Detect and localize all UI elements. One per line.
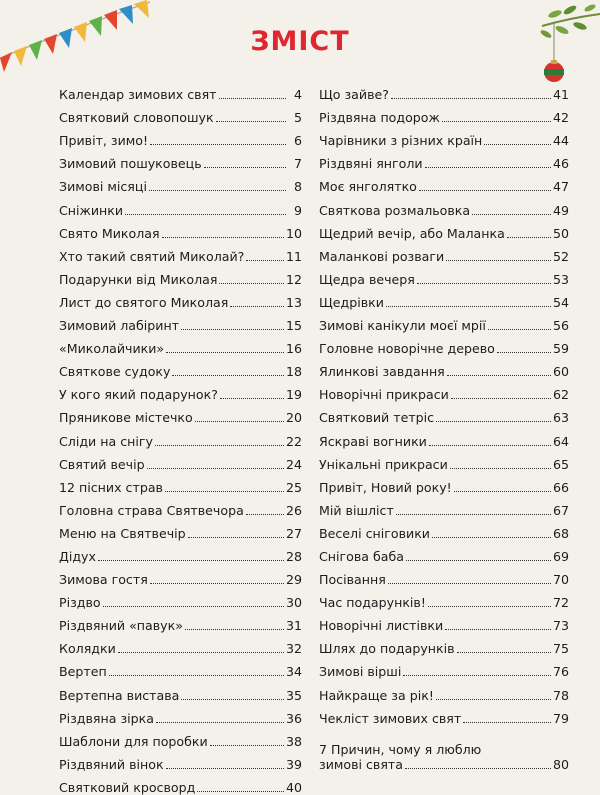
toc-entry — [319, 726, 569, 772]
toc-entry-title: Пряникове містечко — [59, 410, 193, 426]
toc-entry-page: 16 — [285, 341, 302, 357]
toc-entry-title: Різдвяний «павук» — [59, 618, 183, 634]
toc-entry-title: Моє янголятко — [319, 179, 417, 195]
toc-entry — [319, 102, 569, 125]
toc-entry-page: 59 — [552, 341, 569, 357]
toc-entry — [59, 656, 302, 679]
toc-entry — [319, 703, 569, 726]
dot-leader — [165, 490, 284, 492]
dot-leader — [98, 559, 284, 561]
toc-entry-page: 8 — [293, 179, 302, 195]
toc-entry-title: Привіт, зимо! — [59, 133, 149, 149]
toc-entry-page: 72 — [552, 595, 569, 611]
toc-entry — [319, 148, 569, 171]
toc-entry-page: 27 — [285, 525, 302, 541]
toc-entry — [319, 610, 569, 633]
toc-entry-title: Новорічні листівки — [319, 618, 444, 634]
toc-entry-title: Головна страва Святвечора — [59, 502, 244, 518]
toc-entry — [319, 495, 569, 518]
dot-leader — [419, 189, 551, 191]
dot-leader — [156, 721, 284, 723]
toc-entry — [319, 356, 569, 379]
toc-entry-page: 26 — [285, 502, 302, 518]
toc-entry — [59, 749, 302, 772]
toc-entry-page: 19 — [285, 387, 302, 403]
toc-entry-page: 20 — [285, 410, 302, 426]
toc-entry — [59, 125, 302, 148]
dot-leader — [155, 444, 284, 446]
toc-entry — [59, 264, 302, 287]
toc-entry — [59, 587, 302, 610]
dot-leader — [497, 351, 551, 353]
dot-leader — [428, 605, 551, 607]
dot-leader — [507, 236, 551, 238]
toc-entry — [319, 241, 569, 264]
toc-entry-page: 54 — [552, 294, 569, 310]
toc-entry-page: 7 — [293, 156, 302, 172]
toc-right-column — [319, 79, 569, 772]
toc-entry-title: 12 пісних страв — [59, 479, 163, 495]
toc-entry-page: 44 — [552, 133, 569, 149]
dot-leader — [118, 651, 284, 653]
toc-entry-title: Мій вішліст — [319, 502, 394, 518]
toc-entry-title: Подарунки від Миколая — [59, 271, 218, 287]
toc-entry-title: Яскраві вогники — [319, 433, 427, 449]
toc-entry-title: Зимові місяці — [59, 179, 147, 195]
toc-entry-page: 10 — [285, 225, 302, 241]
dot-leader — [436, 698, 551, 700]
toc-entry-title: Привіт, Новий року! — [319, 479, 452, 495]
toc-entry-title: У кого який подарунок? — [59, 387, 218, 403]
toc-entry-title: Шлях до подарунків — [319, 641, 455, 657]
toc-entry — [59, 148, 302, 171]
dot-leader — [172, 374, 284, 376]
toc-entry-title: Посівання — [319, 572, 386, 588]
toc-entry-title: Зимовий пошуковець — [59, 156, 202, 172]
dot-leader — [484, 143, 551, 145]
toc-entry-title: Зимова гостя — [59, 572, 148, 588]
toc-entry — [319, 541, 569, 564]
toc-entry-page: 25 — [285, 479, 302, 495]
toc-entry-title: Вертепна вистава — [59, 687, 180, 703]
toc-entry-title: Різдвяна зірка — [59, 710, 154, 726]
toc-entry — [59, 610, 302, 633]
toc-entry-page: 38 — [285, 733, 302, 749]
toc-entry — [319, 449, 569, 472]
toc-entry-page: 4 — [293, 87, 302, 103]
toc-entry-page: 68 — [552, 525, 569, 541]
toc-entry-title: Маланкові розваги — [319, 248, 445, 264]
toc-entry-page: 28 — [285, 548, 302, 564]
toc-entry-page: 36 — [285, 710, 302, 726]
dot-leader — [406, 559, 551, 561]
dot-leader — [488, 328, 551, 330]
toc-entry — [59, 703, 302, 726]
toc-entry-title: Календар зимових свят — [59, 87, 217, 103]
dot-leader — [216, 120, 286, 122]
toc-entry-page: 31 — [285, 618, 302, 634]
toc-entry-title: Меню на Святвечір — [59, 525, 186, 541]
toc-entry-page: 9 — [293, 202, 302, 218]
toc-entry-page: 79 — [552, 710, 569, 726]
dot-leader — [472, 213, 551, 215]
toc-entry-page: 15 — [285, 318, 302, 334]
toc-entry-page: 67 — [552, 502, 569, 518]
dot-leader — [166, 351, 284, 353]
toc-entry-page: 34 — [285, 664, 302, 680]
toc-entry-page: 50 — [552, 225, 569, 241]
toc-entry — [59, 679, 302, 702]
toc-entry-title: «Миколайчики» — [59, 341, 165, 357]
toc-entry — [59, 287, 302, 310]
toc-entry — [59, 241, 302, 264]
toc-entry-page: 63 — [552, 410, 569, 426]
toc-entry-page: 41 — [552, 87, 569, 103]
toc-entry — [59, 633, 302, 656]
dot-leader — [429, 444, 551, 446]
toc-entry-page: 30 — [285, 595, 302, 611]
toc-entry-title: Зимові вірші — [319, 664, 402, 680]
toc-entry-page: 35 — [285, 687, 302, 703]
toc-entry-page: 53 — [552, 271, 569, 287]
toc-entry-title: Дідух — [59, 548, 96, 564]
toc-entry — [319, 125, 569, 148]
toc-entry — [319, 633, 569, 656]
toc-entry-title-line2: зимові свята — [319, 756, 403, 772]
toc-entry-title: Лист до святого Миколая — [59, 294, 229, 310]
dot-leader — [188, 536, 284, 538]
dot-leader — [436, 420, 551, 422]
toc-entry-title: Сніжинки — [59, 202, 124, 218]
toc-entry-title: Головне новорічне дерево — [319, 341, 495, 357]
toc-entry-page: 60 — [552, 364, 569, 380]
toc-entry — [59, 472, 302, 495]
dot-leader — [386, 305, 551, 307]
dot-leader — [457, 651, 551, 653]
dot-leader — [220, 397, 284, 399]
toc-entry — [319, 287, 569, 310]
toc-entry-title: Новорічні прикраси — [319, 387, 449, 403]
toc-entry — [319, 656, 569, 679]
toc-entry-title: Щедрівки — [319, 294, 384, 310]
toc-entry — [59, 772, 302, 795]
toc-entry — [59, 495, 302, 518]
toc-entry — [59, 356, 302, 379]
toc-entry-page: 80 — [552, 756, 569, 772]
toc-entry-title: Сліди на снігу — [59, 433, 153, 449]
toc-entry-title: Зимовий лабіринт — [59, 318, 180, 334]
toc-entry-page: 11 — [285, 248, 302, 264]
toc-left-column — [59, 79, 302, 795]
dot-leader — [405, 767, 551, 769]
toc-entry-title: Святковий кросворд — [59, 779, 196, 795]
dot-leader — [185, 628, 284, 630]
toc-entry-title: Свято Миколая — [59, 225, 160, 241]
toc-entry — [59, 310, 302, 333]
dot-leader — [454, 490, 551, 492]
dot-leader — [181, 328, 284, 330]
dot-leader — [109, 674, 284, 676]
dot-leader — [219, 97, 286, 99]
toc-entry-page: 78 — [552, 687, 569, 703]
dot-leader — [147, 467, 284, 469]
dot-leader — [125, 213, 286, 215]
toc-entry-title: 7 Причин, чому я люблю — [319, 741, 482, 757]
toc-entry — [59, 449, 302, 472]
toc-entry-title-continued — [319, 757, 569, 772]
dot-leader — [204, 166, 286, 168]
toc-entry-page: 64 — [552, 433, 569, 449]
toc-entry-page: 29 — [285, 572, 302, 588]
toc-entry-title: Різдвяна подорож — [319, 110, 440, 126]
toc-entry-page: 6 — [293, 133, 302, 149]
toc-entry-title: Вертеп — [59, 664, 107, 680]
toc-entry-title: Різдвяні янголи — [319, 156, 423, 172]
toc-entry-page: 62 — [552, 387, 569, 403]
toc-entry — [319, 402, 569, 425]
toc-entry-title: Час подарунків! — [319, 595, 426, 611]
toc-entry — [319, 518, 569, 541]
toc-entry — [319, 264, 569, 287]
toc-entry-title: Снігова баба — [319, 548, 404, 564]
dot-leader — [442, 120, 551, 122]
toc-entry-title: Чекліст зимових свят — [319, 710, 462, 726]
dot-leader — [432, 536, 551, 538]
toc-entry — [59, 425, 302, 448]
toc-entry-page: 40 — [285, 779, 302, 795]
toc-entry-title: Святий вечір — [59, 456, 145, 472]
toc-entry-page: 65 — [552, 456, 569, 472]
toc-entry — [59, 726, 302, 749]
dot-leader — [181, 698, 284, 700]
toc-entry — [319, 472, 569, 495]
toc-entry — [59, 402, 302, 425]
dot-leader — [230, 305, 284, 307]
dot-leader — [417, 282, 551, 284]
toc-entry-page: 49 — [552, 202, 569, 218]
page-title: ЗМІСТ — [250, 26, 350, 57]
toc-entry — [319, 564, 569, 587]
toc-entry-page: 13 — [285, 294, 302, 310]
toc-entry-page: 52 — [552, 248, 569, 264]
toc-entry — [59, 541, 302, 564]
dot-leader — [446, 259, 551, 261]
dot-leader — [150, 143, 286, 145]
toc-entry-page: 32 — [285, 641, 302, 657]
toc-entry — [59, 518, 302, 541]
dot-leader — [150, 582, 284, 584]
toc-entry — [319, 379, 569, 402]
toc-entry — [319, 79, 569, 102]
toc-entry — [59, 102, 302, 125]
dot-leader — [246, 259, 284, 261]
toc-entry-title: Святковий тетріс — [319, 410, 435, 426]
toc-entry-page: 42 — [552, 110, 569, 126]
toc-entry-page: 24 — [285, 456, 302, 472]
toc-entry-page: 73 — [552, 618, 569, 634]
toc-entry — [319, 194, 569, 217]
toc-entry — [319, 310, 569, 333]
toc-entry — [319, 587, 569, 610]
toc-entry-page: 75 — [552, 641, 569, 657]
toc-entry-title: Ялинкові завдання — [319, 364, 445, 380]
toc-entry-title: Унікальні прикраси — [319, 456, 448, 472]
toc-entry-title: Що зайве? — [319, 87, 389, 103]
toc-entry-title: Святкове судоку — [59, 364, 171, 380]
dot-leader — [197, 790, 284, 792]
dot-leader — [447, 374, 551, 376]
dot-leader — [403, 674, 551, 676]
toc-entry-title: Святковий словопошук — [59, 110, 214, 126]
toc-entry — [59, 218, 302, 241]
dot-leader — [246, 513, 284, 515]
dot-leader — [445, 628, 551, 630]
toc-entry-page: 5 — [293, 110, 302, 126]
dot-leader — [195, 420, 284, 422]
toc-entry-page: 18 — [285, 364, 302, 380]
toc-entry — [319, 679, 569, 702]
toc-entry — [59, 333, 302, 356]
toc-entry-title: Зимові канікули моєї мрії — [319, 318, 486, 334]
toc-entry — [59, 564, 302, 587]
toc-entry-page: 46 — [552, 156, 569, 172]
dot-leader — [451, 397, 551, 399]
toc-entry-page: 12 — [285, 271, 302, 287]
toc-entry — [319, 333, 569, 356]
toc-entry-title: Щедрий вечір, або Маланка — [319, 225, 505, 241]
dot-leader — [396, 513, 551, 515]
dot-leader — [166, 767, 284, 769]
toc-entry-page: 22 — [285, 433, 302, 449]
toc-entry-page: 47 — [552, 179, 569, 195]
toc-entry — [59, 79, 302, 102]
dot-leader — [210, 744, 284, 746]
toc-entry — [319, 425, 569, 448]
dot-leader — [463, 721, 551, 723]
dot-leader — [388, 582, 551, 584]
toc-entry-title: Веселі сніговики — [319, 525, 430, 541]
toc-entry-title: Найкраще за рік! — [319, 687, 434, 703]
toc-entry-page: 69 — [552, 548, 569, 564]
toc-entry-page: 39 — [285, 756, 302, 772]
toc-entry-title: Різдвяний вінок — [59, 756, 164, 772]
dot-leader — [149, 189, 286, 191]
dot-leader — [219, 282, 284, 284]
toc-entry-page: 70 — [552, 572, 569, 588]
toc-entry — [59, 379, 302, 402]
toc-entry — [319, 218, 569, 241]
toc-entry — [59, 171, 302, 194]
toc-entry-title: Чарівники з різних країн — [319, 133, 483, 149]
toc-entry-title: Хто такий святий Миколай? — [59, 248, 245, 264]
dot-leader — [391, 97, 551, 99]
dot-leader — [425, 166, 551, 168]
toc-entry-title: Різдво — [59, 595, 101, 611]
toc-entry-page: 56 — [552, 318, 569, 334]
toc-entry-page: 76 — [552, 664, 569, 680]
dot-leader — [162, 236, 284, 238]
toc-entry — [319, 171, 569, 194]
dot-leader — [103, 605, 284, 607]
toc-entry-title: Колядки — [59, 641, 116, 657]
toc-entry-title: Шаблони для поробки — [59, 733, 208, 749]
toc-entry-page: 66 — [552, 479, 569, 495]
toc-entry-title: Щедра вечеря — [319, 271, 415, 287]
dot-leader — [450, 467, 551, 469]
toc-entry-title: Святкова розмальовка — [319, 202, 471, 218]
toc-entry — [59, 194, 302, 217]
